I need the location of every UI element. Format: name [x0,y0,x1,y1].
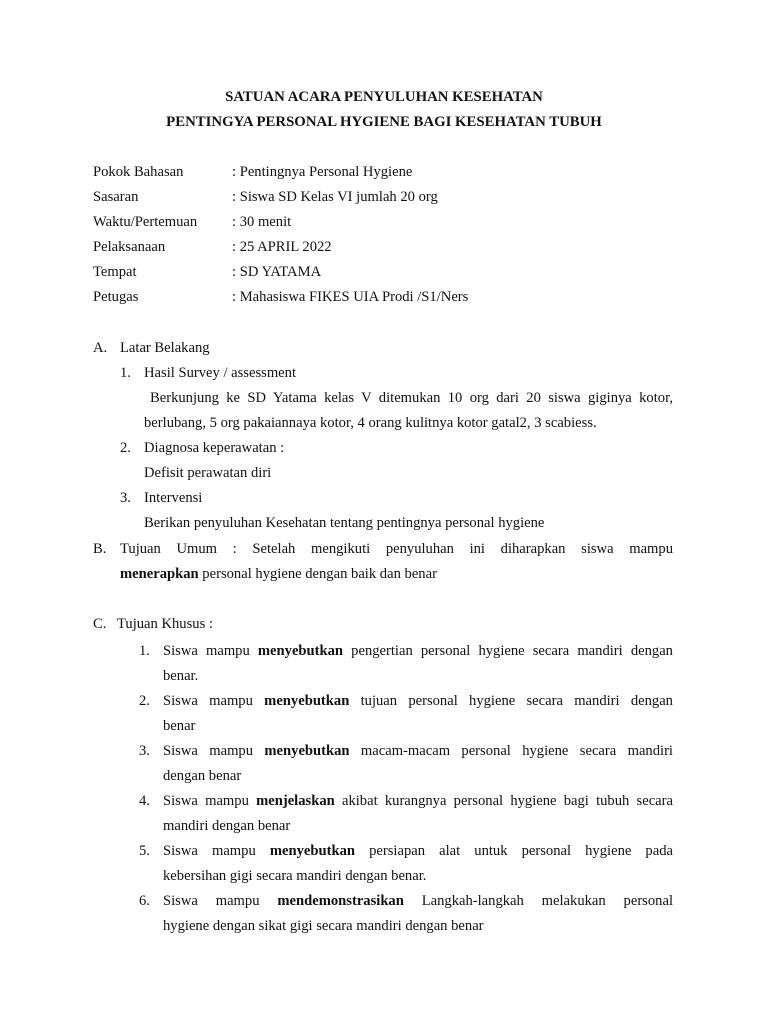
section-text [120,565,437,583]
text-part: macam-macam personal hygiene secara mandiri [349,743,673,759]
list-item-text [163,692,673,710]
emphasis: menerapkan [120,566,199,582]
text-part: Siswa mampu [163,743,265,759]
text-part: Langkah-langkah melakukan personal [403,893,673,909]
info-value: : 30 menit [232,214,292,230]
info-label: Sasaran [93,189,139,205]
text-part: Siswa mampu [163,793,257,809]
list-number: 5. [139,843,150,859]
list-item-text: Defisit perawatan diri [144,465,272,481]
info-value: : Mahasiswa FIKES UIA Prodi /S1/Ners [232,289,469,305]
info-value: : SD YATAMA [232,264,322,280]
info-label: Pelaksanaan [93,239,166,255]
list-item-title: Intervensi [144,490,203,506]
list-number: 2. [120,440,131,456]
section-text: Tujuan Umum : Setelah mengikuti penyuluhan ini diharapkan siswa mampu [120,541,673,557]
list-number: 1. [139,643,150,659]
list-item-text: benar. [163,668,199,684]
text-part: persiapan alat untuk personal hygiene pada [355,843,673,859]
list-item-text: berlubang, 5 org pakaiannaya kotor, 4 orang kulitnya kotor gatal2, 3 scabiess. [144,415,597,431]
document-subtitle: PENTINGYA PERSONAL HYGIENE BAGI KESEHATAN TUBUH [166,114,602,130]
list-item-text: mandiri dengan benar [163,818,291,834]
text-part: Siswa mampu [163,843,270,859]
info-value: : Pentingnya Personal Hygiene [232,164,413,180]
emphasis: menyebutkan [269,843,355,859]
emphasis: mendemonstrasikan [277,893,404,909]
section-marker: B. [93,541,107,557]
text-part: Siswa mampu [163,693,265,709]
list-item-title: Diagnosa keperawatan : [144,440,285,456]
list-item-text: dengan benar [163,768,242,784]
section-marker: A. [93,340,108,356]
emphasis: menyebutkan [264,743,350,759]
list-number: 6. [139,893,150,909]
list-item-text: benar [163,718,196,734]
text-part: Siswa mampu [163,643,258,659]
list-item-text: kebersihan gigi secara mandiri dengan benar. [163,868,427,884]
list-item-text: Berkunjung ke SD Yatama kelas V ditemukan 10 org dari 20 siswa giginya kotor, [150,390,673,406]
text-part: Siswa mampu [163,893,278,909]
info-label: Waktu/Pertemuan [93,214,198,230]
section-heading: Tujuan Khusus : [117,616,213,632]
info-value: : Siswa SD Kelas VI jumlah 20 org [232,189,438,205]
text-part: tujuan personal hygiene secara mandiri dengan [349,693,673,709]
section-heading: Latar Belakang [120,340,210,356]
list-item-text [163,742,673,760]
list-item-title: Hasil Survey / assessment [144,365,297,381]
emphasis: menyebutkan [257,643,344,659]
list-item-text [163,892,673,910]
list-item-text: Berikan penyuluhan Kesehatan tentang pentingnya personal hygiene [144,515,545,531]
section-text-rest: personal hygiene dengan baik dan benar [198,566,437,582]
list-number: 3. [120,490,131,506]
section-marker: C. [93,616,107,632]
emphasis: menjelaskan [256,793,335,809]
list-number: 3. [139,743,150,759]
info-value: : 25 APRIL 2022 [232,239,332,255]
emphasis: menyebutkan [264,693,350,709]
list-number: 1. [120,365,131,381]
info-label: Pokok Bahasan [93,164,184,180]
list-item-text [163,642,673,660]
list-number: 4. [139,793,150,809]
list-item-text [163,842,673,860]
list-number: 2. [139,693,150,709]
text-part: akibat kurangnya personal hygiene bagi tubuh secara [334,793,673,809]
list-item-text: hygiene dengan sikat gigi secara mandiri dengan benar [163,918,484,934]
info-label: Petugas [93,289,139,305]
document-title: SATUAN ACARA PENYULUHAN KESEHATAN [225,89,543,105]
info-label: Tempat [93,264,137,280]
text-part: pengertian personal hygiene secara mandiri dengan [343,643,673,659]
list-item-text [163,792,673,810]
